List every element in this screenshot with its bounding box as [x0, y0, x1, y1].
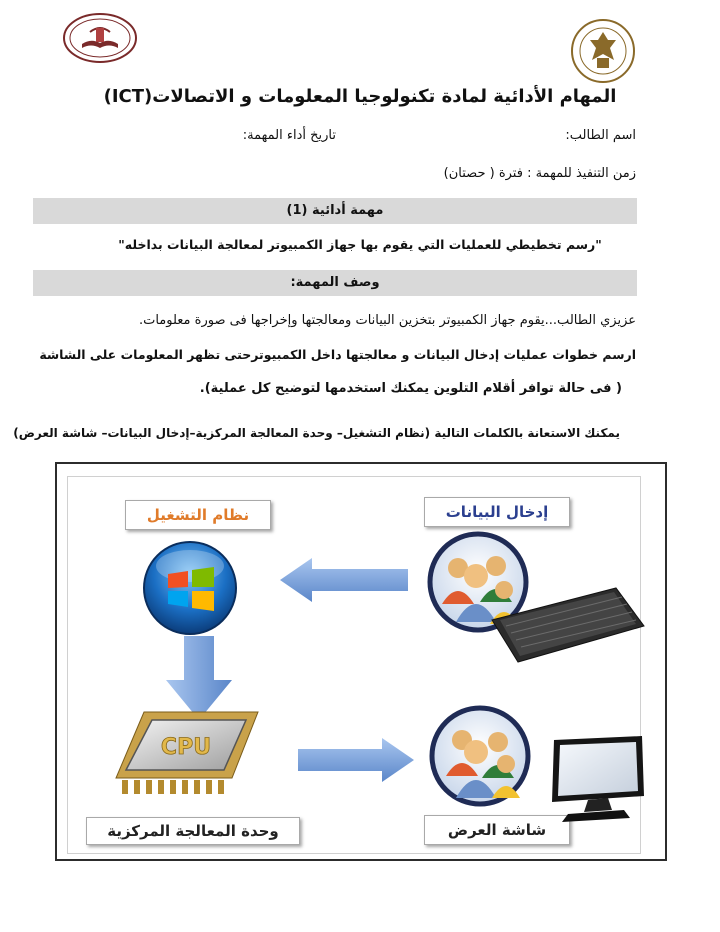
cpu-chip-text: CPU: [160, 735, 212, 760]
cpu-chip-icon: [108, 708, 268, 812]
arrow-left-icon: [280, 556, 410, 604]
cpu-label: وحدة المعالجة المركزية: [86, 817, 300, 845]
student-name-field: اسم الطالب:: [565, 128, 636, 143]
description-note: ( فى حالة توافر أقلام التلوين يمكنك استخدمها لتوضيح كل عملية).: [199, 381, 622, 396]
input-label: إدخال البيانات: [424, 497, 570, 527]
duration-field: زمن التنفيذ للمهمة : فترة ( حصتان): [443, 166, 636, 181]
monitor-icon: [540, 734, 648, 822]
display-label: شاشة العرض: [424, 815, 570, 845]
school-logo: [60, 10, 140, 68]
page-title: المهام الأدائية لمادة تكنولوجيا المعلومات و الاتصالات(ICT): [103, 86, 617, 107]
arrow-right-icon: [298, 736, 416, 784]
users-group-icon: [420, 700, 540, 808]
description-hint: يمكنك الاستعانة بالكلمات التالية (نظام التشغيل– وحدة المعالجة المركزية–إدخال البيانات– شاشة العرض): [13, 426, 620, 440]
os-label: نظام التشغيل: [125, 500, 271, 530]
description-heading-bar: وصف المهمة:: [33, 270, 637, 296]
task-date-field: تاريخ أداء المهمة:: [242, 128, 336, 143]
ministry-seal: [570, 18, 636, 84]
task-heading-bar: مهمة أدائية (1): [33, 198, 637, 224]
description-instruction: ارسم خطوات عمليات إدخال البيانات و معالجتها داخل الكمبيوترحتى تظهر المعلومات على الشاشة: [39, 347, 636, 362]
description-intro: عزيزي الطالب...يقوم جهاز الكمبيوتر بتخزين البيانات ومعالجتها وإخراجها فى صورة معلومات.: [138, 313, 636, 328]
keyboard-icon: [488, 586, 648, 664]
task-subtitle: "رسم تخطيطي للعمليات التي يقوم بها جهاز الكمبيوتر لمعالجة البيانات بداخله": [118, 237, 602, 252]
windows-logo-icon: [140, 538, 240, 638]
